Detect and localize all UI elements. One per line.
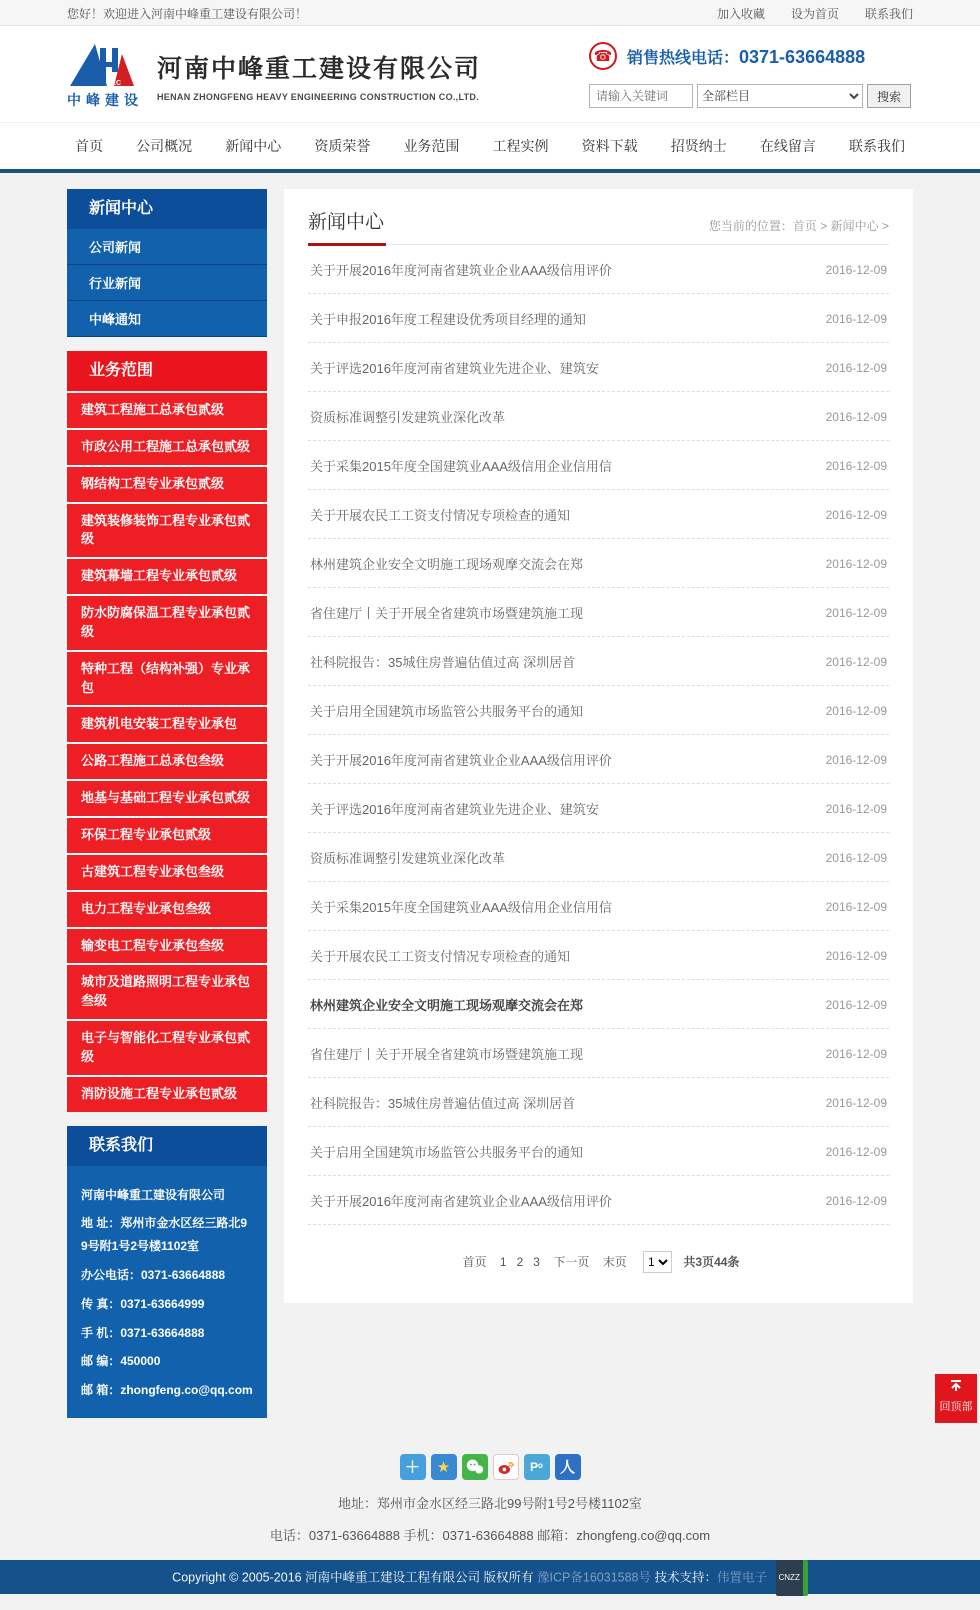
news-row[interactable]	[308, 588, 889, 637]
breadcrumb-prefix: 您当前的位置：	[708, 219, 793, 233]
news-title-link[interactable]: 林州建筑企业安全文明施工现场观摩交流会在郑	[310, 557, 584, 572]
news-date: 2016-12-09	[825, 311, 887, 326]
news-title-link[interactable]: 省住建厅丨关于开展全省建筑市场暨建筑施工现	[310, 606, 584, 621]
arrow-up-icon	[949, 1380, 963, 1392]
sidebar-business-item[interactable]: 建筑装修装饰工程专业承包贰级	[67, 504, 267, 558]
search-input[interactable]	[589, 84, 693, 108]
sidebar-business-item[interactable]: 建筑机电安装工程专业承包	[67, 707, 267, 742]
social-share-row	[400, 1454, 581, 1480]
nav-item[interactable]: 招贤纳士	[670, 138, 727, 154]
support-label: 技术支持：	[654, 1570, 717, 1585]
pagination-page-number[interactable]: 1	[499, 1255, 507, 1269]
news-title-link[interactable]: 省住建厅丨关于开展全省建筑市场暨建筑施工现	[310, 1047, 584, 1062]
sidebar-business-item[interactable]: 输变电工程专业承包叁级	[67, 929, 267, 964]
news-title-link[interactable]: 林州建筑企业安全文明施工现场观摩交流会在郑	[310, 998, 584, 1013]
news-date: 2016-12-09	[825, 752, 887, 767]
news-title-link[interactable]: 关于启用全国建筑市场监管公共服务平台的通知	[310, 1145, 584, 1160]
sidebar-business-item[interactable]: 市政公用工程施工总承包贰级	[67, 430, 267, 465]
sidebar-contact-title: 联系我们	[67, 1126, 267, 1166]
main-nav	[0, 122, 980, 173]
sidebar-business-item[interactable]: 古建筑工程专业承包叁级	[67, 855, 267, 890]
news-list	[308, 245, 889, 1225]
contact-line: 邮 箱：zhongfeng.co@qq.com	[81, 1383, 253, 1398]
news-row[interactable]	[308, 1078, 889, 1127]
logo-icon	[68, 40, 142, 88]
news-date: 2016-12-09	[825, 850, 887, 865]
news-row[interactable]	[308, 686, 889, 735]
contact-line: 传 真：0371-63664999	[81, 1296, 205, 1311]
sidebar	[67, 189, 267, 1432]
nav-item[interactable]: 在线留言	[759, 138, 816, 154]
news-row[interactable]	[308, 784, 889, 833]
icp-number[interactable]: 豫ICP备16031588号	[537, 1570, 651, 1585]
breadcrumb-current-link[interactable]: 新闻中心	[830, 219, 879, 233]
contact-line: 办公电话：0371-63664888	[81, 1267, 226, 1282]
search-category-select[interactable]	[697, 84, 863, 108]
search-bar	[589, 84, 913, 108]
news-row[interactable]	[308, 245, 889, 294]
pagination-last[interactable]: 末页	[602, 1255, 627, 1269]
news-date: 2016-12-09	[825, 556, 887, 571]
copyright-text: Copyright © 2005-2016 河南中峰重工建设工程有限公司 版权所有	[172, 1570, 534, 1585]
news-title-link[interactable]: 关于评选2016年度河南省建筑业先进企业、建筑安	[310, 802, 599, 817]
news-row[interactable]	[308, 294, 889, 343]
support-name-link[interactable]: 伟置电子	[717, 1570, 768, 1585]
news-row[interactable]	[308, 1176, 889, 1225]
top-bar	[0, 0, 980, 26]
news-title-link[interactable]: 社科院报告：35城住房普遍估值过高 深圳居首	[310, 1096, 576, 1111]
news-title-link[interactable]: 关于开展2016年度河南省建筑业企业AAA级信用评价	[310, 1194, 612, 1209]
contact-line: 邮 编：450000	[81, 1354, 161, 1369]
breadcrumb-separator: >	[820, 219, 828, 233]
news-date: 2016-12-09	[825, 507, 887, 522]
sidebar-news-block	[67, 189, 267, 337]
sales-hotline	[589, 42, 913, 70]
news-title-link[interactable]: 关于开展2016年度河南省建筑业企业AAA级信用评价	[310, 263, 612, 278]
sidebar-business-item[interactable]: 城市及道路照明工程专业承包叁级	[67, 965, 267, 1019]
nav-item[interactable]: 联系我们	[848, 138, 905, 154]
brand-block	[157, 49, 481, 102]
logo-text: 中峰建设	[67, 92, 143, 108]
phone-icon: ☎	[589, 42, 617, 70]
topbar-link[interactable]: 设为首页	[790, 6, 839, 21]
news-title-link[interactable]: 资质标准调整引发建筑业深化改革	[310, 410, 506, 425]
nav-item[interactable]: 工程实例	[492, 138, 549, 154]
sidebar-news-title: 新闻中心	[67, 189, 267, 229]
news-row[interactable]	[308, 441, 889, 490]
hotline-label: 销售热线电话：	[627, 49, 740, 67]
site-header	[0, 26, 980, 122]
baidu-icon[interactable]: Pᵒ	[524, 1454, 550, 1480]
back-to-top-label: 回顶部	[939, 1400, 973, 1413]
news-date: 2016-12-09	[825, 1193, 887, 1208]
topbar-link[interactable]: 加入收藏	[716, 6, 765, 21]
news-title-link[interactable]: 关于启用全国建筑市场监管公共服务平台的通知	[310, 704, 584, 719]
news-row[interactable]	[308, 343, 889, 392]
pagination-first[interactable]: 首页	[462, 1255, 487, 1269]
footer-address: 地址：郑州市金水区经三路北99号附1号2号楼1102室	[338, 1495, 642, 1511]
news-row[interactable]	[308, 735, 889, 784]
sidebar-business-item[interactable]: 消防设施工程专业承包贰级	[67, 1077, 267, 1112]
pagination-next[interactable]: 下一页	[553, 1255, 590, 1269]
pagination-pages	[495, 1255, 545, 1269]
sidebar-business-item[interactable]: 特种工程（结构补强）专业承包	[67, 652, 267, 706]
welcome-text: 您好！欢迎进入河南中峰重工建设有限公司！	[67, 6, 308, 21]
news-title-link[interactable]: 资质标准调整引发建筑业深化改革	[310, 851, 506, 866]
pagination	[308, 1251, 889, 1273]
news-title-link[interactable]: 关于采集2015年度全国建筑业AAA级信用企业信用信	[310, 900, 612, 915]
copyright-bar	[0, 1560, 980, 1594]
news-date: 2016-12-09	[825, 703, 887, 718]
sidebar-business-block	[67, 351, 267, 1112]
company-name-cn: 河南中峰重工建设有限公司	[157, 54, 482, 83]
sidebar-news-item[interactable]: 行业新闻	[67, 265, 267, 301]
news-date: 2016-12-09	[825, 899, 887, 914]
news-date: 2016-12-09	[825, 605, 887, 620]
news-row[interactable]	[308, 392, 889, 441]
breadcrumb-separator: >	[881, 219, 889, 233]
topbar-link[interactable]: 联系我们	[864, 6, 913, 21]
news-row[interactable]	[308, 490, 889, 539]
news-date: 2016-12-09	[825, 997, 887, 1012]
nav-item[interactable]: 资料下载	[581, 138, 638, 154]
breadcrumb-home-link[interactable]: 首页	[792, 219, 817, 233]
share-plus-icon[interactable]: ＋	[400, 1454, 426, 1480]
news-date: 2016-12-09	[825, 458, 887, 473]
sidebar-business-item[interactable]: 建筑工程施工总承包贰级	[67, 393, 267, 428]
search-button[interactable]: 搜索	[867, 84, 911, 108]
sidebar-business-item[interactable]: 钢结构工程专业承包贰级	[67, 467, 267, 502]
cnzz-badge[interactable]: CNZZ	[776, 1560, 808, 1596]
news-title-link[interactable]: 关于开展2016年度河南省建筑业企业AAA级信用评价	[310, 753, 612, 768]
nav-item[interactable]: 业务范围	[403, 138, 460, 154]
news-title-link[interactable]: 关于采集2015年度全国建筑业AAA级信用企业信用信	[310, 459, 612, 474]
sidebar-news-item[interactable]: 中峰通知	[67, 301, 267, 337]
news-row[interactable]	[308, 637, 889, 686]
news-date: 2016-12-09	[825, 801, 887, 816]
contact-line: 河南中峰重工建设有限公司	[81, 1187, 226, 1202]
contact-line: 地 址：郑州市金水区经三路北99号附1号2号楼1102室	[81, 1216, 248, 1254]
sidebar-business-title: 业务范围	[67, 351, 267, 391]
news-date: 2016-12-09	[825, 1144, 887, 1159]
pagination-page-select[interactable]	[643, 1251, 672, 1273]
news-date: 2016-12-09	[825, 1046, 887, 1061]
news-row[interactable]	[308, 1029, 889, 1078]
news-title-link[interactable]: 社科院报告：35城住房普遍估值过高 深圳居首	[310, 655, 576, 670]
hotline-number: 0371-63664888	[739, 46, 866, 67]
news-title-link[interactable]: 关于评选2016年度河南省建筑业先进企业、建筑安	[310, 361, 599, 376]
main-panel	[284, 189, 913, 1303]
sidebar-business-item[interactable]: 环保工程专业承包贰级	[67, 818, 267, 853]
sidebar-news-item[interactable]: 公司新闻	[67, 229, 267, 265]
wechat-icon[interactable]	[462, 1454, 488, 1480]
pagination-page-number[interactable]: 2	[516, 1255, 524, 1269]
page-title: 新闻中心	[308, 212, 385, 233]
nav-item[interactable]: 资质荣誉	[314, 138, 371, 154]
news-date: 2016-12-09	[825, 360, 887, 375]
news-title-link[interactable]: 关于开展农民工工资支付情况专项检查的通知	[310, 508, 571, 523]
news-row[interactable]	[308, 1127, 889, 1176]
sidebar-business-item[interactable]: 防水防腐保温工程专业承包贰级	[67, 596, 267, 650]
news-row[interactable]	[308, 539, 889, 588]
news-title-link[interactable]: 关于开展农民工工资支付情况专项检查的通知	[310, 949, 571, 964]
sidebar-business-item[interactable]: 电力工程专业承包叁级	[67, 892, 267, 927]
qzone-icon[interactable]: ★	[431, 1454, 457, 1480]
pagination-page-number[interactable]: 3	[533, 1255, 540, 1269]
news-date: 2016-12-09	[825, 409, 887, 424]
nav-item[interactable]: 首页	[75, 138, 103, 154]
news-date: 2016-12-09	[825, 1095, 887, 1110]
news-date: 2016-12-09	[825, 262, 887, 277]
sidebar-business-item[interactable]: 建筑幕墙工程专业承包贰级	[67, 559, 267, 594]
sidebar-business-item[interactable]: 地基与基础工程专业承包贰级	[67, 781, 267, 816]
company-logo[interactable]	[67, 40, 143, 110]
topbar-links	[691, 5, 913, 22]
svg-text:ZEC: ZEC	[107, 80, 121, 87]
renren-icon[interactable]: 人	[555, 1454, 581, 1480]
news-row[interactable]	[308, 980, 889, 1029]
news-row[interactable]	[308, 882, 889, 931]
breadcrumb	[709, 217, 889, 234]
pagination-total: 共3页44条	[683, 1255, 740, 1269]
news-date: 2016-12-09	[825, 948, 887, 963]
sidebar-business-item[interactable]: 电子与智能化工程专业承包贰级	[67, 1021, 267, 1075]
sidebar-contact-block	[67, 1126, 267, 1418]
nav-item[interactable]: 新闻中心	[225, 138, 282, 154]
news-row[interactable]	[308, 833, 889, 882]
back-to-top-button[interactable]	[935, 1374, 977, 1423]
nav-item[interactable]: 公司概况	[136, 138, 193, 154]
contact-line: 手 机：0371-63664888	[81, 1325, 205, 1340]
weibo-icon[interactable]	[493, 1454, 519, 1480]
news-title-link[interactable]: 关于申报2016年度工程建设优秀项目经理的通知	[310, 312, 586, 327]
news-date: 2016-12-09	[825, 654, 887, 669]
company-name-en: HENAN ZHONGFENG HEAVY ENGINEERING CONSTRUCTION CO.,LTD.	[157, 91, 480, 102]
sidebar-business-item[interactable]: 公路工程施工总承包叁级	[67, 744, 267, 779]
footer-contact: 电话：0371-63664888 手机：0371-63664888 邮箱：zhongfeng.co@qq.com	[269, 1527, 711, 1543]
news-row[interactable]	[308, 931, 889, 980]
site-footer	[0, 1432, 980, 1610]
